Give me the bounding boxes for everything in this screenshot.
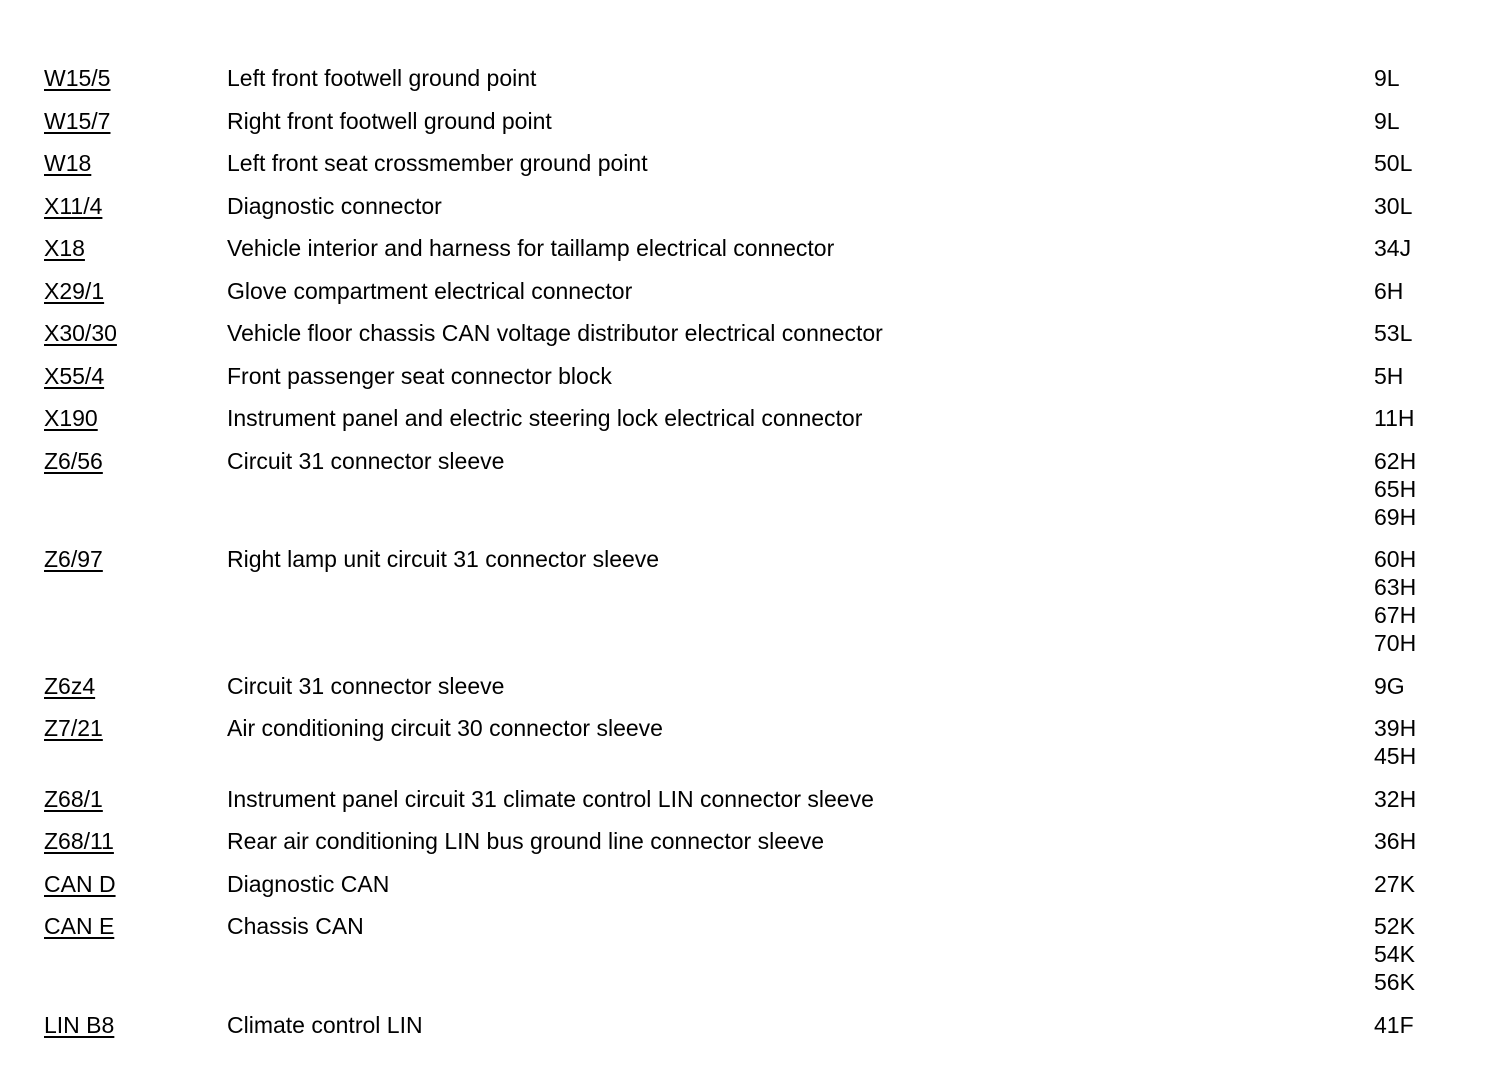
component-code-link[interactable]: CAN D xyxy=(44,870,116,897)
grid-reference: 36H xyxy=(1374,828,1417,854)
grid-reference: 9G xyxy=(1374,672,1405,699)
grid-reference-list xyxy=(1374,64,1400,92)
grid-reference-list xyxy=(1374,362,1403,390)
component-code-link[interactable]: X190 xyxy=(44,405,98,431)
component-description: Chassis CAN xyxy=(227,913,364,939)
grid-reference-list xyxy=(1374,1011,1414,1039)
legend-row xyxy=(0,404,1504,447)
grid-reference-list xyxy=(1374,714,1416,770)
grid-reference: 60H xyxy=(1374,546,1417,572)
grid-reference-list xyxy=(1374,107,1400,135)
component-description: Air conditioning circuit 30 connector sleeve xyxy=(227,715,663,741)
grid-reference: 34J xyxy=(1374,235,1412,261)
component-description: Right front footwell ground point xyxy=(227,107,552,134)
component-description: Left front seat crossmember ground point xyxy=(227,150,648,176)
legend-row xyxy=(0,827,1504,870)
component-description: Circuit 31 connector sleeve xyxy=(227,447,505,474)
component-description: Diagnostic CAN xyxy=(227,870,390,897)
grid-reference: 50L xyxy=(1374,150,1413,176)
component-description: Instrument panel and electric steering lock electrical connector xyxy=(227,405,863,431)
component-code-link[interactable]: Z6z4 xyxy=(44,672,96,699)
grid-reference: 65H xyxy=(1374,475,1417,502)
component-code-link[interactable]: X18 xyxy=(44,235,85,261)
grid-reference-list xyxy=(1374,545,1416,657)
grid-reference-list xyxy=(1374,912,1415,996)
grid-reference-list xyxy=(1374,234,1411,262)
grid-reference: 11H xyxy=(1374,405,1415,431)
component-description: Circuit 31 connector sleeve xyxy=(227,672,505,699)
legend-row xyxy=(0,277,1504,320)
grid-reference: 9L xyxy=(1374,107,1400,134)
legend-row xyxy=(0,912,1504,1011)
component-code-link[interactable]: W15/7 xyxy=(44,107,111,134)
grid-reference: 27K xyxy=(1374,870,1415,897)
grid-reference: 5H xyxy=(1374,362,1404,389)
component-code-link[interactable]: Z6/56 xyxy=(44,447,103,474)
component-code-link[interactable]: Z68/11 xyxy=(44,828,114,854)
grid-reference: 62H xyxy=(1374,447,1417,474)
component-code-link[interactable]: LIN B8 xyxy=(44,1011,115,1038)
grid-reference-list xyxy=(1374,672,1405,700)
legend-row xyxy=(0,64,1504,107)
legend-row xyxy=(0,319,1504,362)
grid-reference-list xyxy=(1374,447,1416,531)
legend-row xyxy=(0,785,1504,828)
legend-row xyxy=(0,870,1504,913)
component-description: Diagnostic connector xyxy=(227,192,442,219)
grid-reference-list xyxy=(1374,785,1416,813)
component-legend xyxy=(0,64,1504,1053)
grid-reference-list xyxy=(1374,149,1412,177)
component-code-link[interactable]: Z7/21 xyxy=(44,715,103,741)
grid-reference: 63H xyxy=(1374,574,1417,600)
component-code-link[interactable]: W18 xyxy=(44,150,92,176)
grid-reference: 52K xyxy=(1374,913,1415,939)
component-description: Right lamp unit circuit 31 connector sleeve xyxy=(227,546,660,572)
legend-row xyxy=(0,545,1504,672)
legend-row xyxy=(0,192,1504,235)
component-description: Front passenger seat connector block xyxy=(227,362,612,389)
grid-reference: 67H xyxy=(1374,602,1417,628)
grid-reference: 9L xyxy=(1374,65,1400,91)
grid-reference-list xyxy=(1374,870,1415,898)
legend-row xyxy=(0,234,1504,277)
component-description: Vehicle floor chassis CAN voltage distributor electrical connector xyxy=(227,320,883,346)
grid-reference-list xyxy=(1374,827,1416,855)
component-description: Vehicle interior and harness for taillamp electrical connector xyxy=(227,235,835,261)
legend-row xyxy=(0,447,1504,546)
component-description: Left front footwell ground point xyxy=(227,65,537,91)
component-code-link[interactable]: Z6/97 xyxy=(44,546,103,572)
legend-row xyxy=(0,149,1504,192)
grid-reference: 6H xyxy=(1374,277,1404,304)
legend-row xyxy=(0,714,1504,785)
component-description: Glove compartment electrical connector xyxy=(227,277,633,304)
component-code-link[interactable]: W15/5 xyxy=(44,65,111,91)
component-code-link[interactable]: X30/30 xyxy=(44,320,117,346)
component-description: Climate control LIN xyxy=(227,1011,423,1038)
grid-reference: 45H xyxy=(1374,743,1417,769)
grid-reference-list xyxy=(1374,277,1403,305)
component-description: Instrument panel circuit 31 climate control LIN connector sleeve xyxy=(227,785,874,812)
grid-reference: 56K xyxy=(1374,969,1415,995)
grid-reference-list xyxy=(1374,192,1412,220)
component-code-link[interactable]: X55/4 xyxy=(44,362,105,389)
grid-reference: 32H xyxy=(1374,785,1417,812)
grid-reference: 39H xyxy=(1374,715,1417,741)
grid-reference: 69H xyxy=(1374,503,1417,530)
component-description: Rear air conditioning LIN bus ground line connector sleeve xyxy=(227,828,825,854)
component-code-link[interactable]: X29/1 xyxy=(44,277,105,304)
legend-row xyxy=(0,1011,1504,1054)
grid-reference: 70H xyxy=(1374,630,1417,656)
component-code-link[interactable]: CAN E xyxy=(44,913,115,939)
grid-reference: 54K xyxy=(1374,941,1415,967)
grid-reference: 30L xyxy=(1374,192,1413,219)
legend-row xyxy=(0,362,1504,405)
legend-row xyxy=(0,107,1504,150)
grid-reference: 41F xyxy=(1374,1011,1414,1038)
component-code-link[interactable]: X11/4 xyxy=(44,192,103,219)
grid-reference-list xyxy=(1374,404,1415,432)
component-code-link[interactable]: Z68/1 xyxy=(44,785,103,812)
grid-reference-list xyxy=(1374,319,1412,347)
grid-reference: 53L xyxy=(1374,320,1413,346)
legend-row xyxy=(0,672,1504,715)
